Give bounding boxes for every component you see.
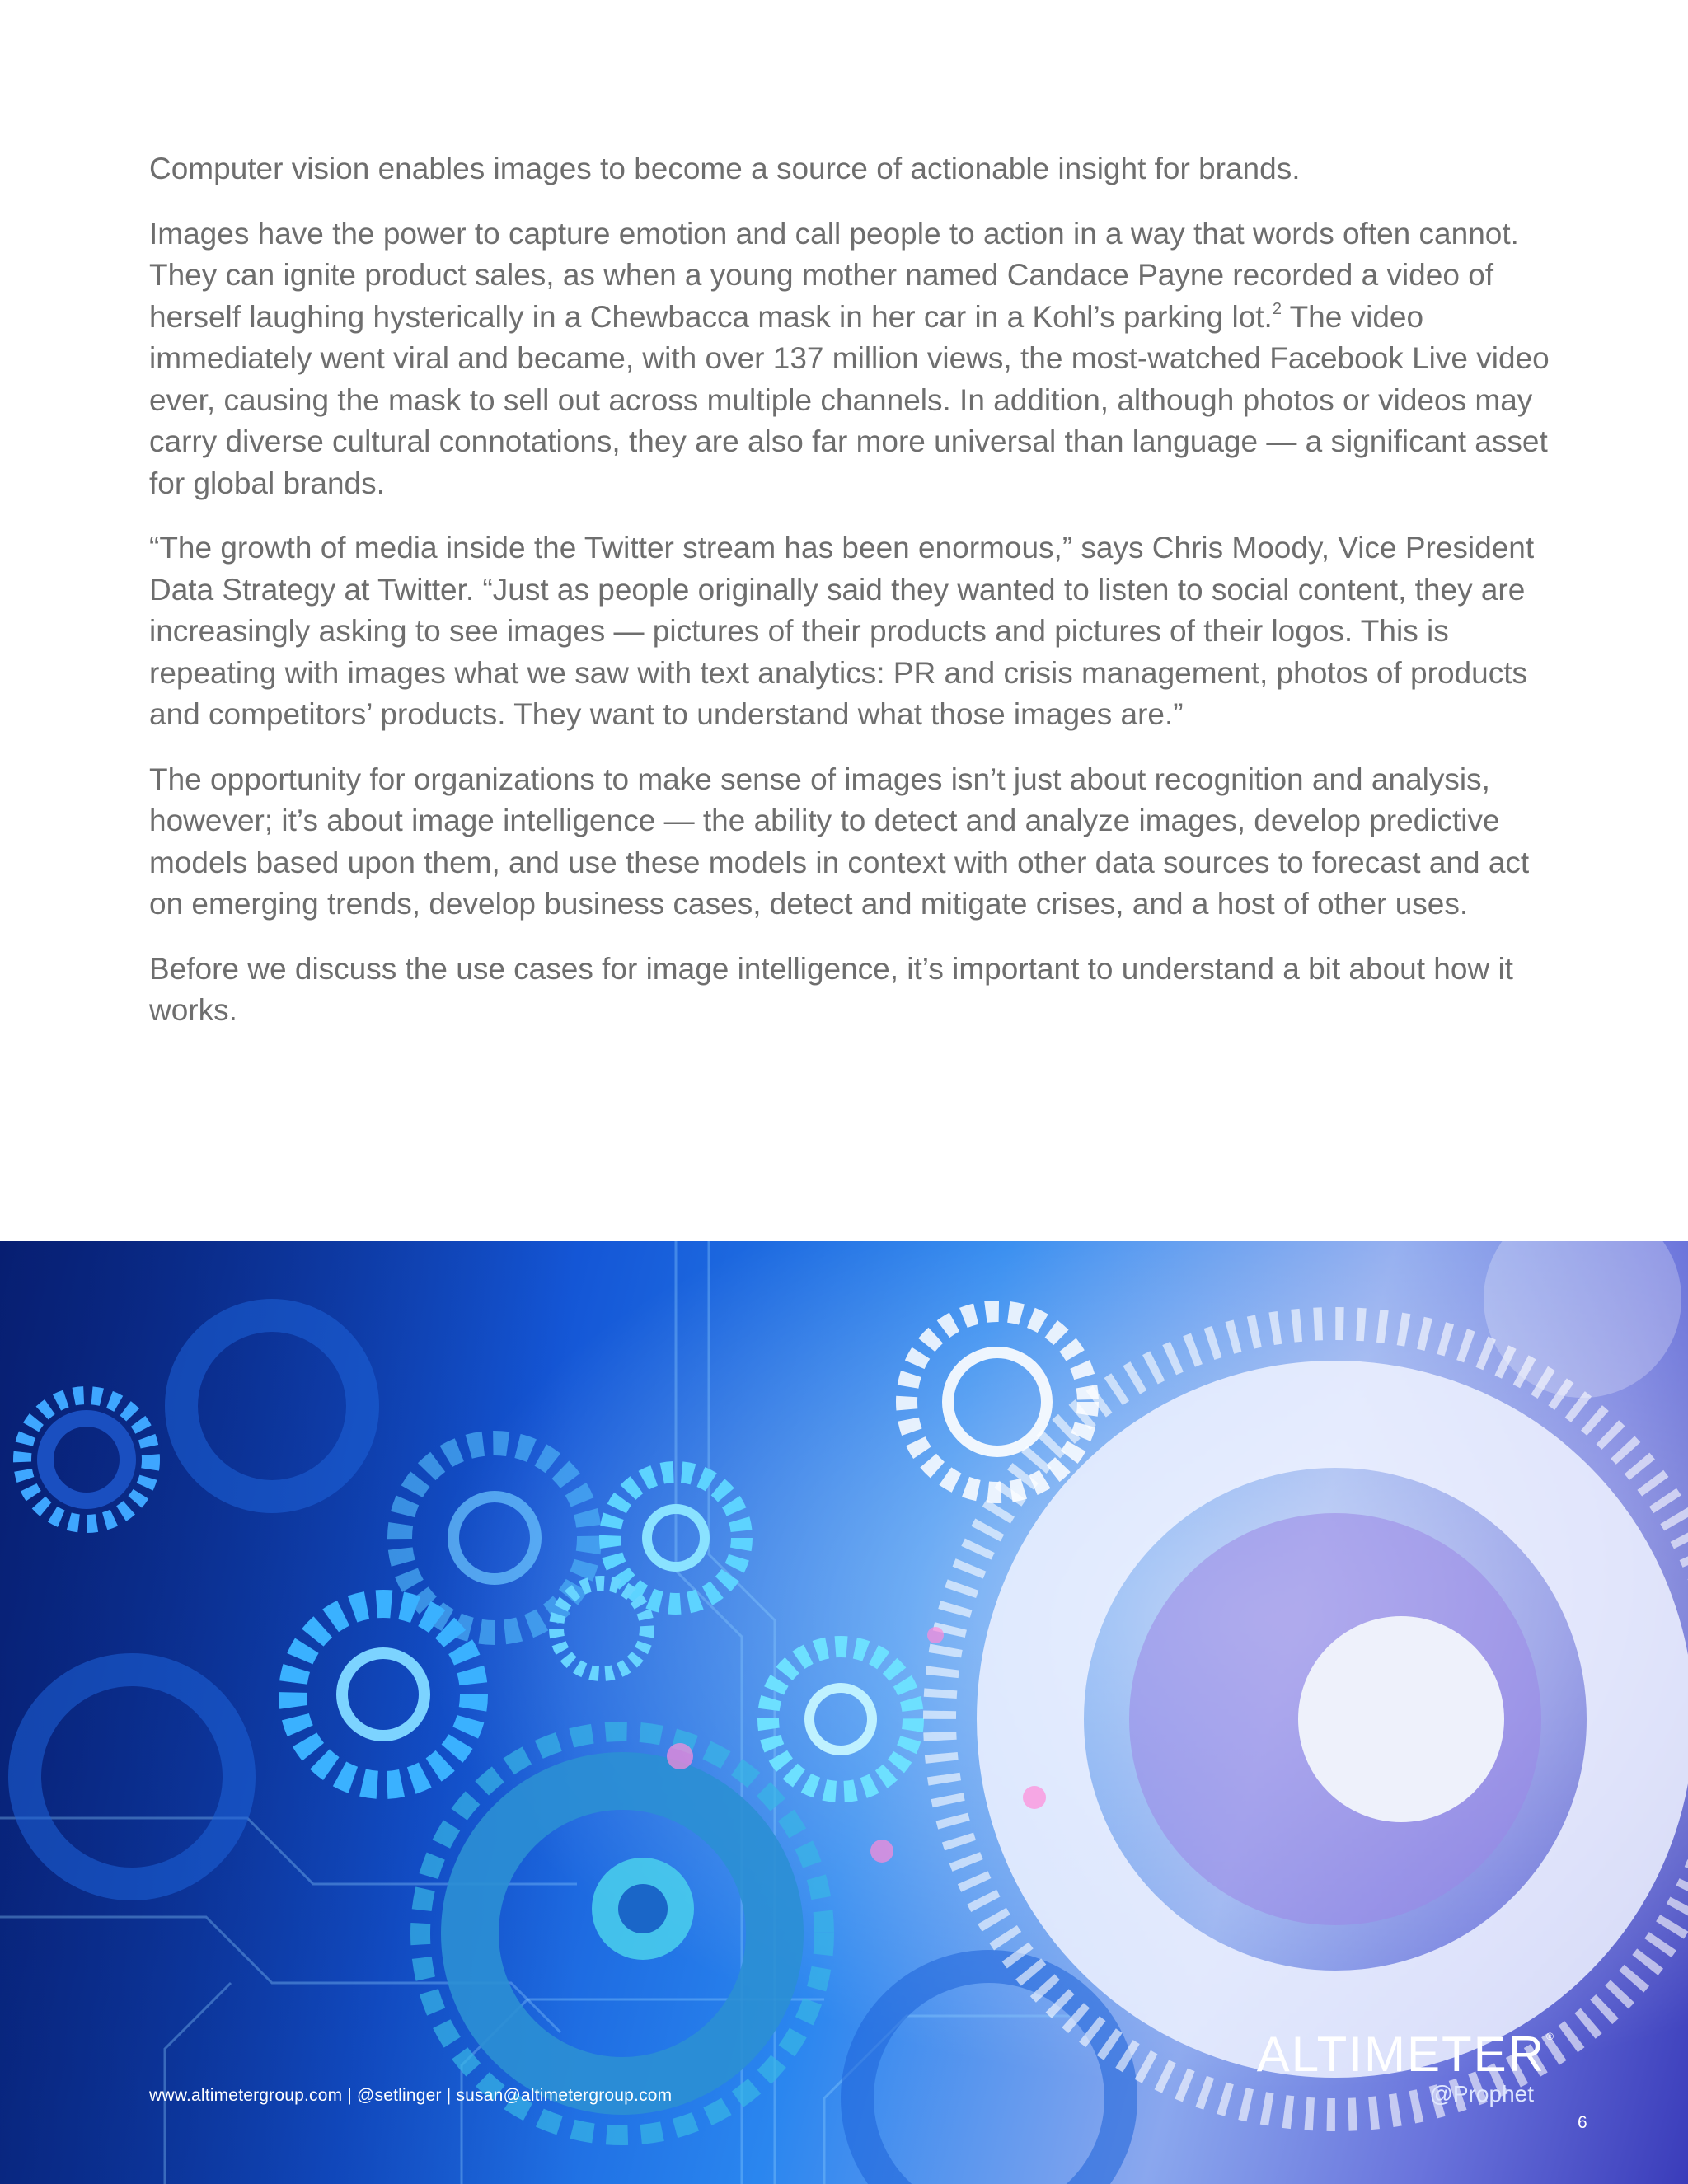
brand-subtitle: @Prophet	[1429, 2081, 1534, 2107]
paragraph-3: “The growth of media inside the Twitter stream has been enormous,” says Chris Moody, Vice President Data Strategy at Twitter. “Just as people originally said they wanted to listen to social content, they are increasingly asking to see images — pictures of their products and pictures of their logos. This is repeating with images what we saw with text analytics: PR and crisis management, photos of products and competitors’ products. They want to understand what those images are.”	[149, 531, 1535, 731]
article-body	[149, 148, 1550, 1055]
paragraph-2-part-b: The video immediately went viral and became, with over 137 million views, the most-watched Facebook Live video ever, causing the mask to sell out across multiple channels. In addition, although photos or videos may carry diverse cultural connotations, they are also far more universal than language — a significant asset for global brands.	[149, 299, 1550, 500]
footer-contact[interactable]: www.altimetergroup.com | @setlinger | susan@altimetergroup.com	[149, 2086, 673, 2105]
registered-mark: ®	[1546, 2031, 1554, 2042]
footnote-ref[interactable]: 2	[1272, 299, 1282, 318]
paragraph-1: Computer vision enables images to become a source of actionable insight for brands.	[149, 152, 1301, 185]
page-number: 6	[1578, 2113, 1587, 2132]
brand-name: ALTIMETER	[1256, 2027, 1545, 2082]
altimeter-logo	[1249, 2026, 1554, 2116]
paragraph-5: Before we discuss the use cases for image intelligence, it’s important to understand a bit about how it works.	[149, 951, 1513, 1027]
paragraph-2	[149, 213, 1550, 505]
paragraph-4: The opportunity for organizations to make sense of images isn’t just about recognition and analysis, however; it’s about image intelligence — the ability to detect and analyze images, develop predictive models based upon them, and use these models in context with other data sources to forecast and act on emerging trends, develop business cases, detect and mitigate crises, and a host of other uses.	[149, 762, 1530, 921]
paragraph-2-part-a: Images have the power to capture emotion and call people to action in a way that words often cannot. They can ignite product sales, as when a young mother named Candace Payne recorded a video of herself laughing hysterically in a Chewbacca mask in her car in a Kohl’s parking lot.	[149, 216, 1519, 334]
